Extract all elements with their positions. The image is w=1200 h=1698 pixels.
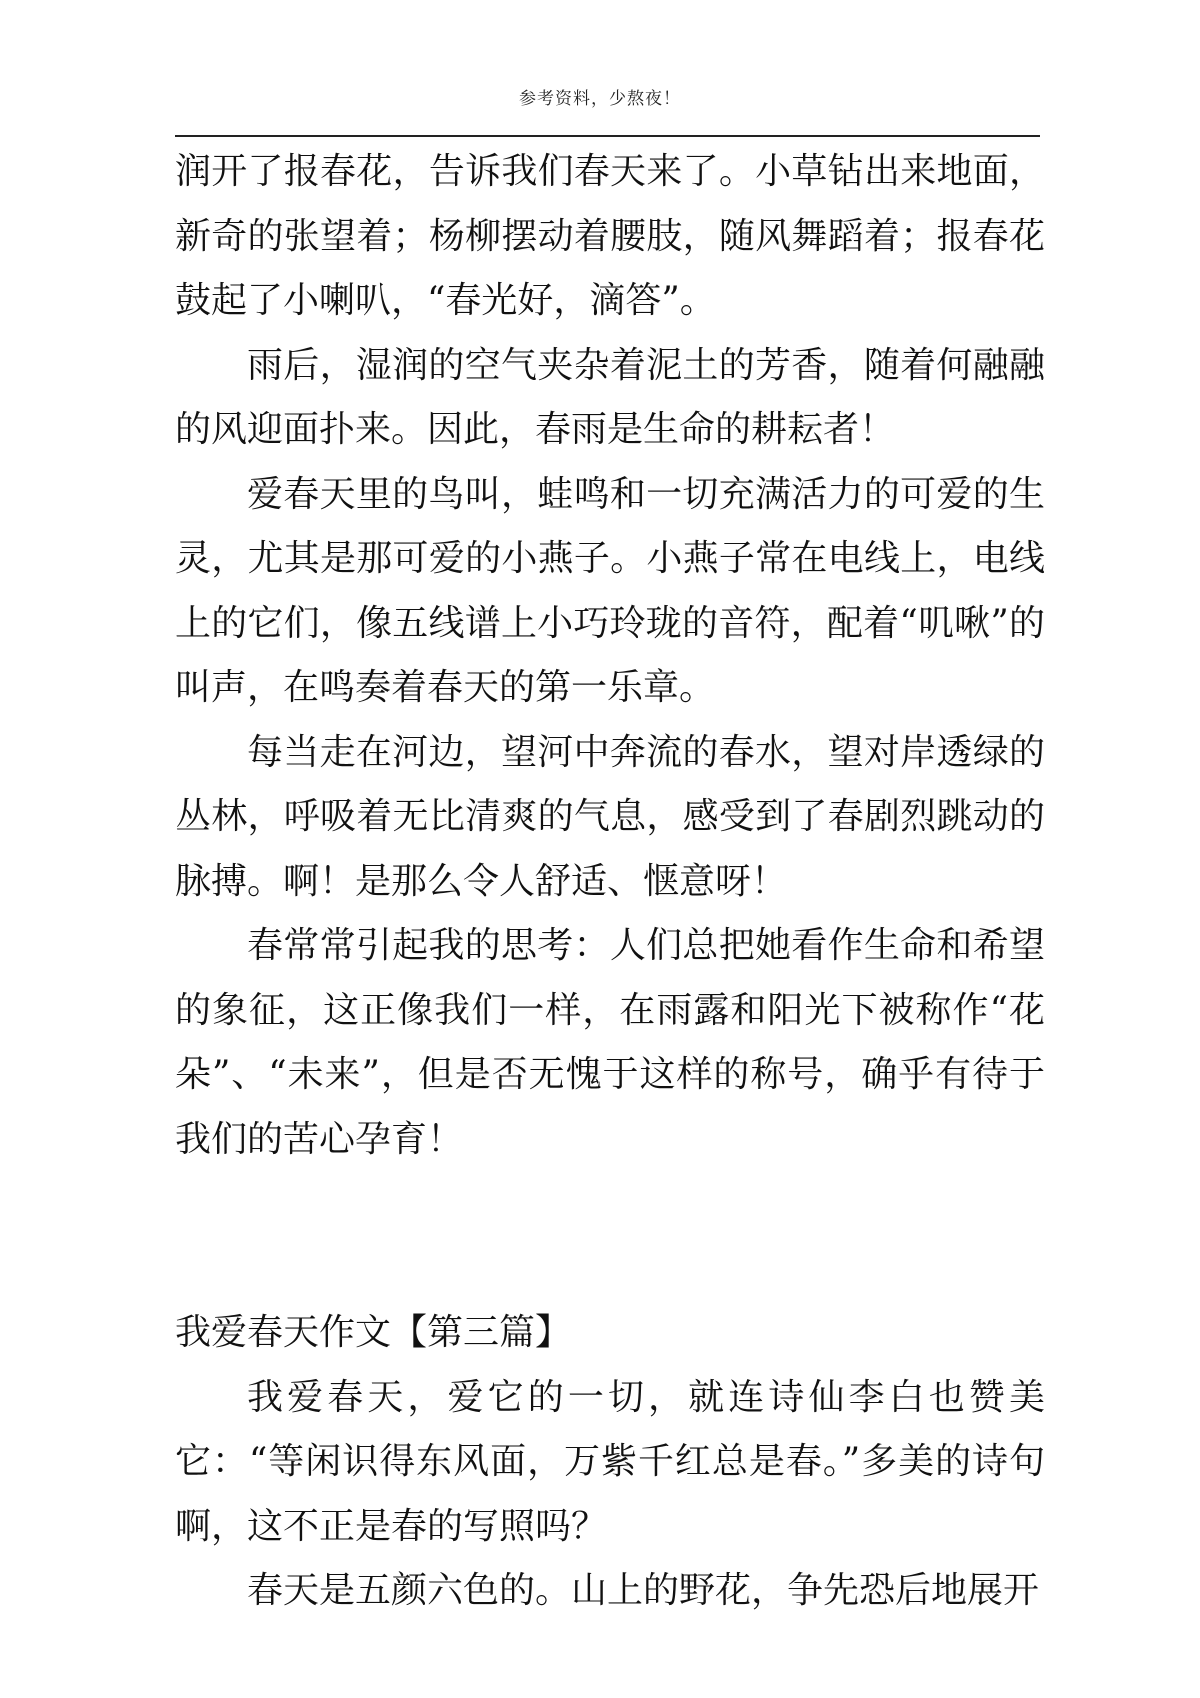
paragraph-7: 春天是五颜六色的。山上的野花，争先恐后地展开: [247, 1570, 1040, 1611]
paragraph-5: 春常常引起我的思考：人们总把她看作生命和希望的象征，这正像我们一样，在雨露和阳光下被称作“花朵”、“未来”，但是否无愧于这样的称号，确乎有待于我们的苦心孕育！: [175, 925, 1045, 1160]
paragraph-3: 爱春天里的鸟叫，蛙鸣和一切充满活力的可爱的生灵，尤其是那可爱的小燕子。小燕子常在电线上，电线上的它们，像五线谱上小巧玲珑的音符，配着“叽啾”的叫声，在鸣奏着春天的第一乐章。: [175, 473, 1045, 708]
paragraph-2: 雨后，湿润的空气夹杂着泥土的芳香，随着何融融的风迎面扑来。因此，春雨是生命的耕耘者！: [175, 344, 1045, 450]
section-title: 我爱春天作文【第三篇】: [175, 1312, 572, 1353]
paragraph-4: 每当走在河边，望河中奔流的春水，望对岸透绿的丛林，呼吸着无比清爽的气息，感受到了春剧烈跳动的脉搏。啊！是那么令人舒适、惬意呀！: [175, 731, 1045, 902]
essay-body: [175, 140, 1045, 1624]
section-gap: [175, 1172, 1045, 1301]
paragraph-6: 我爱春天，爱它的一切，就连诗仙李白也赞美它：“等闲识得东风面，万紫千红总是春。”多美的诗句啊，这不正是春的写照吗？: [175, 1376, 1045, 1547]
page-header: 参考资料，少熬夜！: [519, 89, 681, 109]
header-divider: [175, 135, 1040, 137]
paragraph-1: 润开了报春花，告诉我们春天来了。小草钻出来地面，新奇的张望着；杨柳摆动着腰肢，随风舞蹈着；报春花鼓起了小喇叭，“春光好，滴答”。: [175, 151, 1045, 321]
